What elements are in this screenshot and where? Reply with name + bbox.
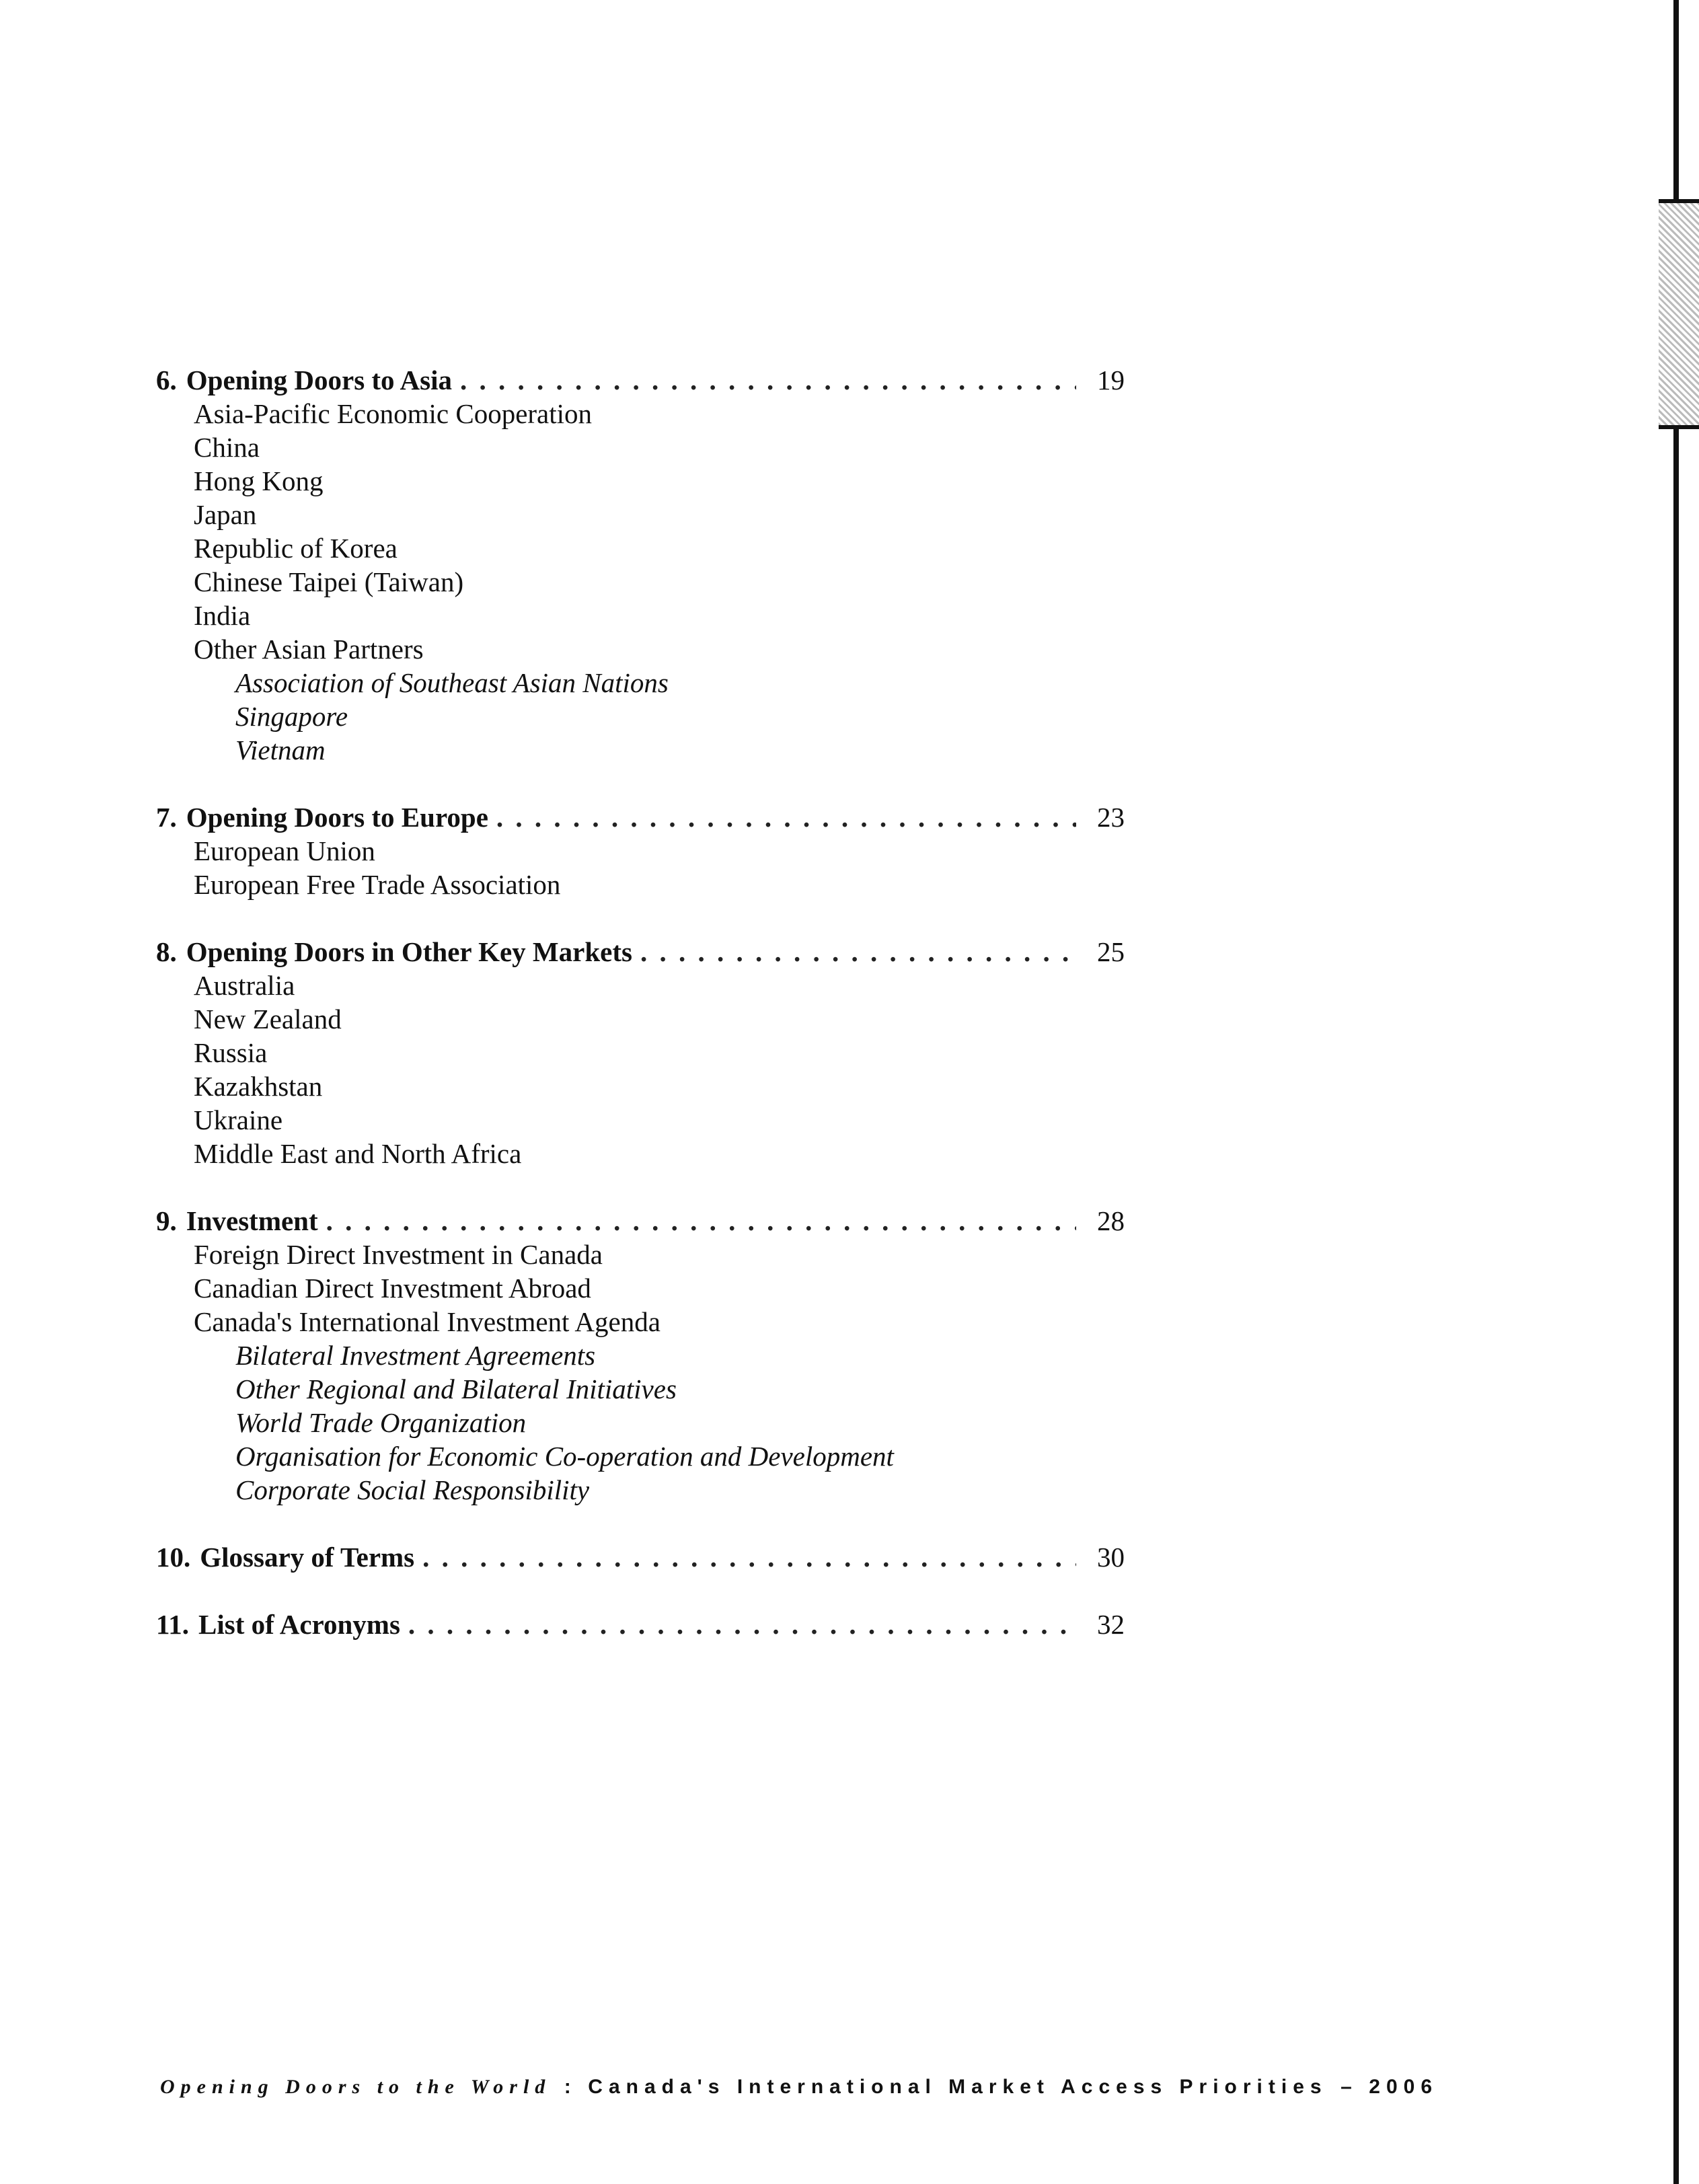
toc-section [156, 1204, 1125, 1507]
section-number: 9. [156, 1205, 177, 1236]
section-page-number: 25 [1097, 936, 1125, 967]
section-page-number: 28 [1097, 1205, 1125, 1236]
section-title: Glossary of Terms [200, 1542, 415, 1573]
toc-section-heading [156, 800, 1125, 834]
toc-item: India [194, 600, 251, 631]
toc-item: Other Asian Partners [194, 634, 424, 665]
footer-subtitle: Canada's International Market Access Priorities [588, 2076, 1328, 2098]
toc-item-list [194, 969, 1125, 1170]
footer-separator: : [564, 2076, 575, 2098]
toc-item: Kazakhstan [194, 1071, 323, 1102]
toc-section [156, 1540, 1125, 1574]
toc-item: Canadian Direct Investment Abroad [194, 1273, 591, 1304]
toc-item: Russia [194, 1037, 268, 1068]
toc-subitem: Corporate Social Responsibility [235, 1474, 590, 1505]
toc-subitem: Singapore [235, 701, 348, 732]
toc-item: European Free Trade Association [194, 869, 561, 900]
toc-subitem: World Trade Organization [235, 1407, 527, 1438]
toc-item: New Zealand [194, 1004, 342, 1034]
toc-item-list [194, 397, 1125, 767]
section-title: Opening Doors to Asia [186, 365, 452, 396]
section-number: 7. [156, 802, 177, 833]
section-number: 6. [156, 365, 177, 396]
toc-subitem: Association of Southeast Asian Nations [235, 667, 669, 698]
toc-item: Japan [194, 499, 257, 530]
toc-subitem: Vietnam [235, 735, 326, 765]
toc-item: Foreign Direct Investment in Canada [194, 1239, 603, 1270]
toc-item: Chinese Taipei (Taiwan) [194, 566, 464, 597]
section-title: Opening Doors to Europe [186, 802, 488, 833]
toc-item-list [194, 834, 1125, 901]
toc-item-list [194, 1238, 1125, 1507]
toc-item: Australia [194, 970, 295, 1001]
section-page-number: 19 [1097, 365, 1125, 396]
section-number: 10. [156, 1542, 191, 1573]
toc-item: Canada's International Investment Agenda [194, 1306, 660, 1337]
section-number: 11. [156, 1609, 189, 1640]
section-page-number: 32 [1097, 1609, 1125, 1640]
dot-leader [640, 935, 1076, 969]
table-of-contents [156, 363, 1125, 1675]
footer-dash: – [1341, 2076, 1356, 2098]
section-title: Opening Doors in Other Key Markets [186, 936, 632, 967]
section-page-number: 30 [1097, 1542, 1125, 1573]
dot-leader [422, 1540, 1076, 1574]
dot-leader [460, 363, 1076, 397]
dot-leader [496, 800, 1076, 834]
toc-subitem: Organisation for Economic Co-operation and Development [235, 1441, 894, 1472]
toc-item: Asia-Pacific Economic Cooperation [194, 398, 593, 429]
toc-subitem-list [235, 1339, 1125, 1507]
section-page-number: 23 [1097, 802, 1125, 833]
dot-leader [408, 1608, 1076, 1641]
dot-leader [326, 1204, 1076, 1238]
toc-subitem-list [235, 666, 1125, 767]
toc-item: China [194, 432, 260, 463]
page-edge-tab [1659, 199, 1699, 429]
toc-item: Hong Kong [194, 465, 324, 496]
toc-section [156, 1608, 1125, 1641]
toc-section [156, 800, 1125, 901]
toc-item: European Union [194, 835, 375, 866]
page-footer [160, 2076, 1438, 2099]
section-title: Investment [186, 1205, 318, 1236]
toc-item: Ukraine [194, 1104, 283, 1135]
toc-section-heading [156, 363, 1125, 397]
section-title: List of Acronyms [198, 1609, 400, 1640]
footer-year: 2006 [1369, 2076, 1439, 2098]
toc-section-heading [156, 1204, 1125, 1238]
toc-section-heading [156, 935, 1125, 969]
toc-section-heading [156, 1540, 1125, 1574]
toc-item: Republic of Korea [194, 533, 398, 564]
toc-item: Middle East and North Africa [194, 1138, 522, 1169]
toc-section [156, 363, 1125, 767]
toc-subitem: Bilateral Investment Agreements [235, 1340, 596, 1371]
toc-section [156, 935, 1125, 1170]
toc-section-heading [156, 1608, 1125, 1641]
footer-title: Opening Doors to the World [160, 2076, 552, 2098]
toc-subitem: Other Regional and Bilateral Initiatives [235, 1373, 677, 1404]
section-number: 8. [156, 936, 177, 967]
